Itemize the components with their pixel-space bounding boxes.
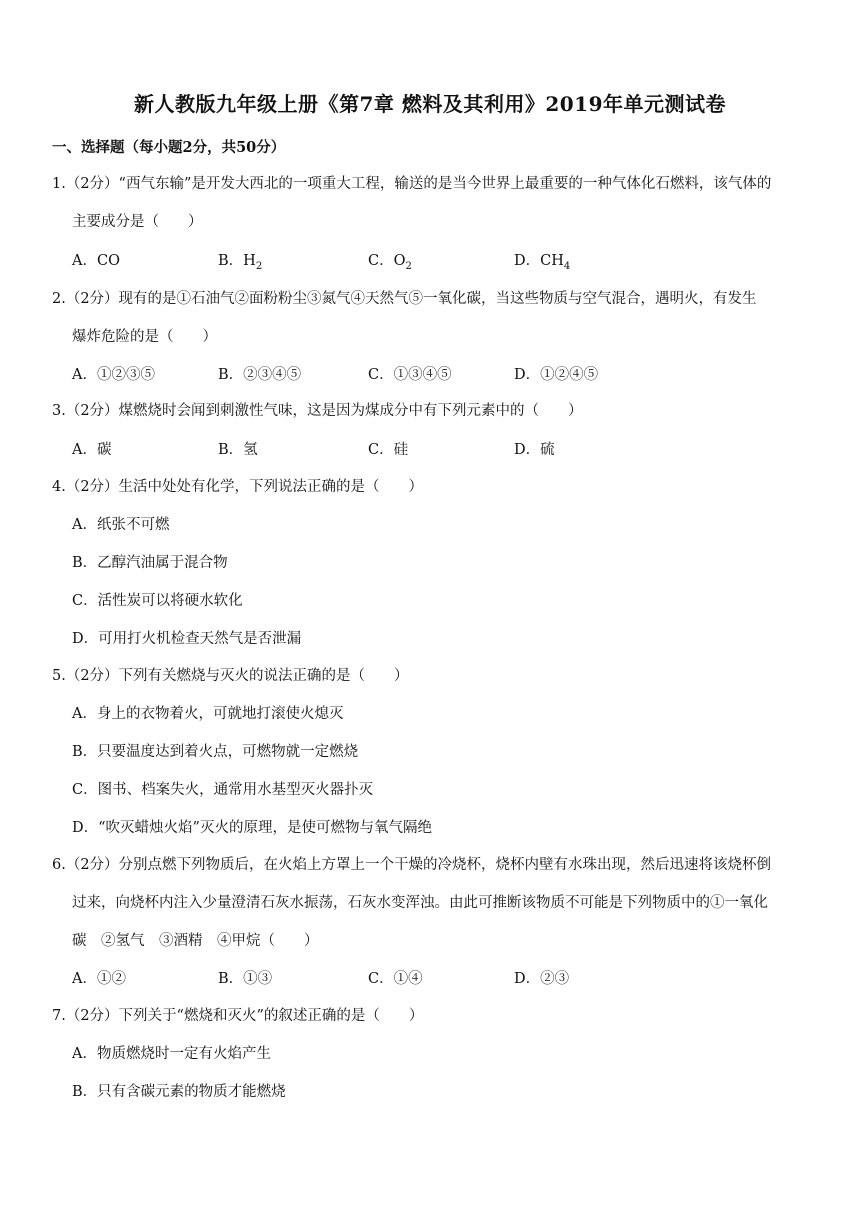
- question-2-option-c: C．①③④⑤: [368, 367, 452, 383]
- question-1-option-b: B．$H_2$: [218, 253, 263, 272]
- question-7-stem: 7.（2分）下列关于“燃烧和灭火”的叙述正确的是（ ）: [52, 1008, 424, 1024]
- question-2-option-d: D．①②④⑤: [514, 367, 599, 383]
- question-1-stem: 1.（2分）“西气东输”是开发大西北的一项重大工程，输送的是当今世界上最重要的一种气体化石燃料，该气体的: [52, 176, 772, 192]
- question-3-option-d: D．硫: [514, 442, 555, 458]
- question-5-option-b: B．只要温度达到着火点，可燃物就一定燃烧: [72, 744, 359, 760]
- question-7-option-a: A．物质燃烧时一定有火焰产生: [72, 1046, 271, 1062]
- question-6-stem-cont-1: 过来，向烧杯内注入少量澄清石灰水振荡，石灰水变浑浊。由此可推断该物质不可能是下列物质中的①一氧化: [72, 895, 768, 911]
- question-4-option-a: A．纸张不可燃: [72, 517, 170, 533]
- question-3-stem: 3.（2分）煤燃烧时会闻到刺激性气味，这是因为煤成分中有下列元素中的（ ）: [52, 403, 583, 419]
- question-6-option-d: D．②③: [514, 971, 570, 987]
- question-1-option-a: A．CO: [72, 253, 120, 269]
- question-6-option-a: A．①②: [72, 971, 126, 987]
- question-1-stem-cont: 主要成分是（ ）: [72, 214, 203, 230]
- question-3-option-a: A．碳: [72, 442, 112, 458]
- question-4-stem: 4.（2分）生活中处处有化学，下列说法正确的是（ ）: [52, 479, 424, 495]
- question-2-stem-cont: 爆炸危险的是（ ）: [72, 329, 217, 345]
- question-3-option-b: B．氢: [218, 442, 258, 458]
- question-3-option-c: C．硅: [368, 442, 409, 458]
- question-5-option-d: D．“吹灭蜡烛火焰”灭火的原理，是使可燃物与氧气隔绝: [72, 820, 432, 836]
- question-1-option-c: C．$O_2$: [368, 253, 412, 272]
- question-2-option-a: A．①②③⑤: [72, 367, 155, 383]
- question-4-option-b: B．乙醇汽油属于混合物: [72, 555, 228, 571]
- question-6-stem-cont-2: 碳 ②氢气 ③酒精 ④甲烷（ ）: [72, 933, 319, 949]
- question-5-stem: 5.（2分）下列有关燃烧与灭火的说法正确的是（ ）: [52, 668, 409, 684]
- section-heading: 一、选择题（每小题2分，共50分）: [52, 139, 286, 156]
- question-4-option-c: C．活性炭可以将硬水软化: [72, 593, 243, 609]
- question-6-option-b: B．①③: [218, 971, 273, 987]
- question-5-option-c: C．图书、档案失火，通常用水基型灭火器扑灭: [72, 782, 374, 798]
- question-6-option-c: C．①④: [368, 971, 423, 987]
- question-2-stem: 2.（2分）现有的是①石油气②面粉粉尘③氮气④天然气⑤一氧化碳，当这些物质与空气混合，遇明火，有发生: [52, 291, 757, 307]
- question-2-option-b: B．②③④⑤: [218, 367, 302, 383]
- question-5-option-a: A．身上的衣物着火，可就地打滚使火熄灭: [72, 706, 344, 722]
- question-1-option-d: D．$CH_4$: [514, 253, 571, 272]
- question-7-option-b: B．只有含碳元素的物质才能燃烧: [72, 1084, 286, 1100]
- page-title: 新人教版九年级上册《第7章 燃料及其利用》2019年单元测试卷: [133, 92, 727, 116]
- question-4-option-d: D．可用打火机检查天然气是否泄漏: [72, 631, 302, 647]
- question-6-stem: 6.（2分）分别点燃下列物质后，在火焰上方罩上一个干燥的冷烧杯，烧杯内壁有水珠出现，然后迅速将该烧杯倒: [52, 857, 772, 873]
